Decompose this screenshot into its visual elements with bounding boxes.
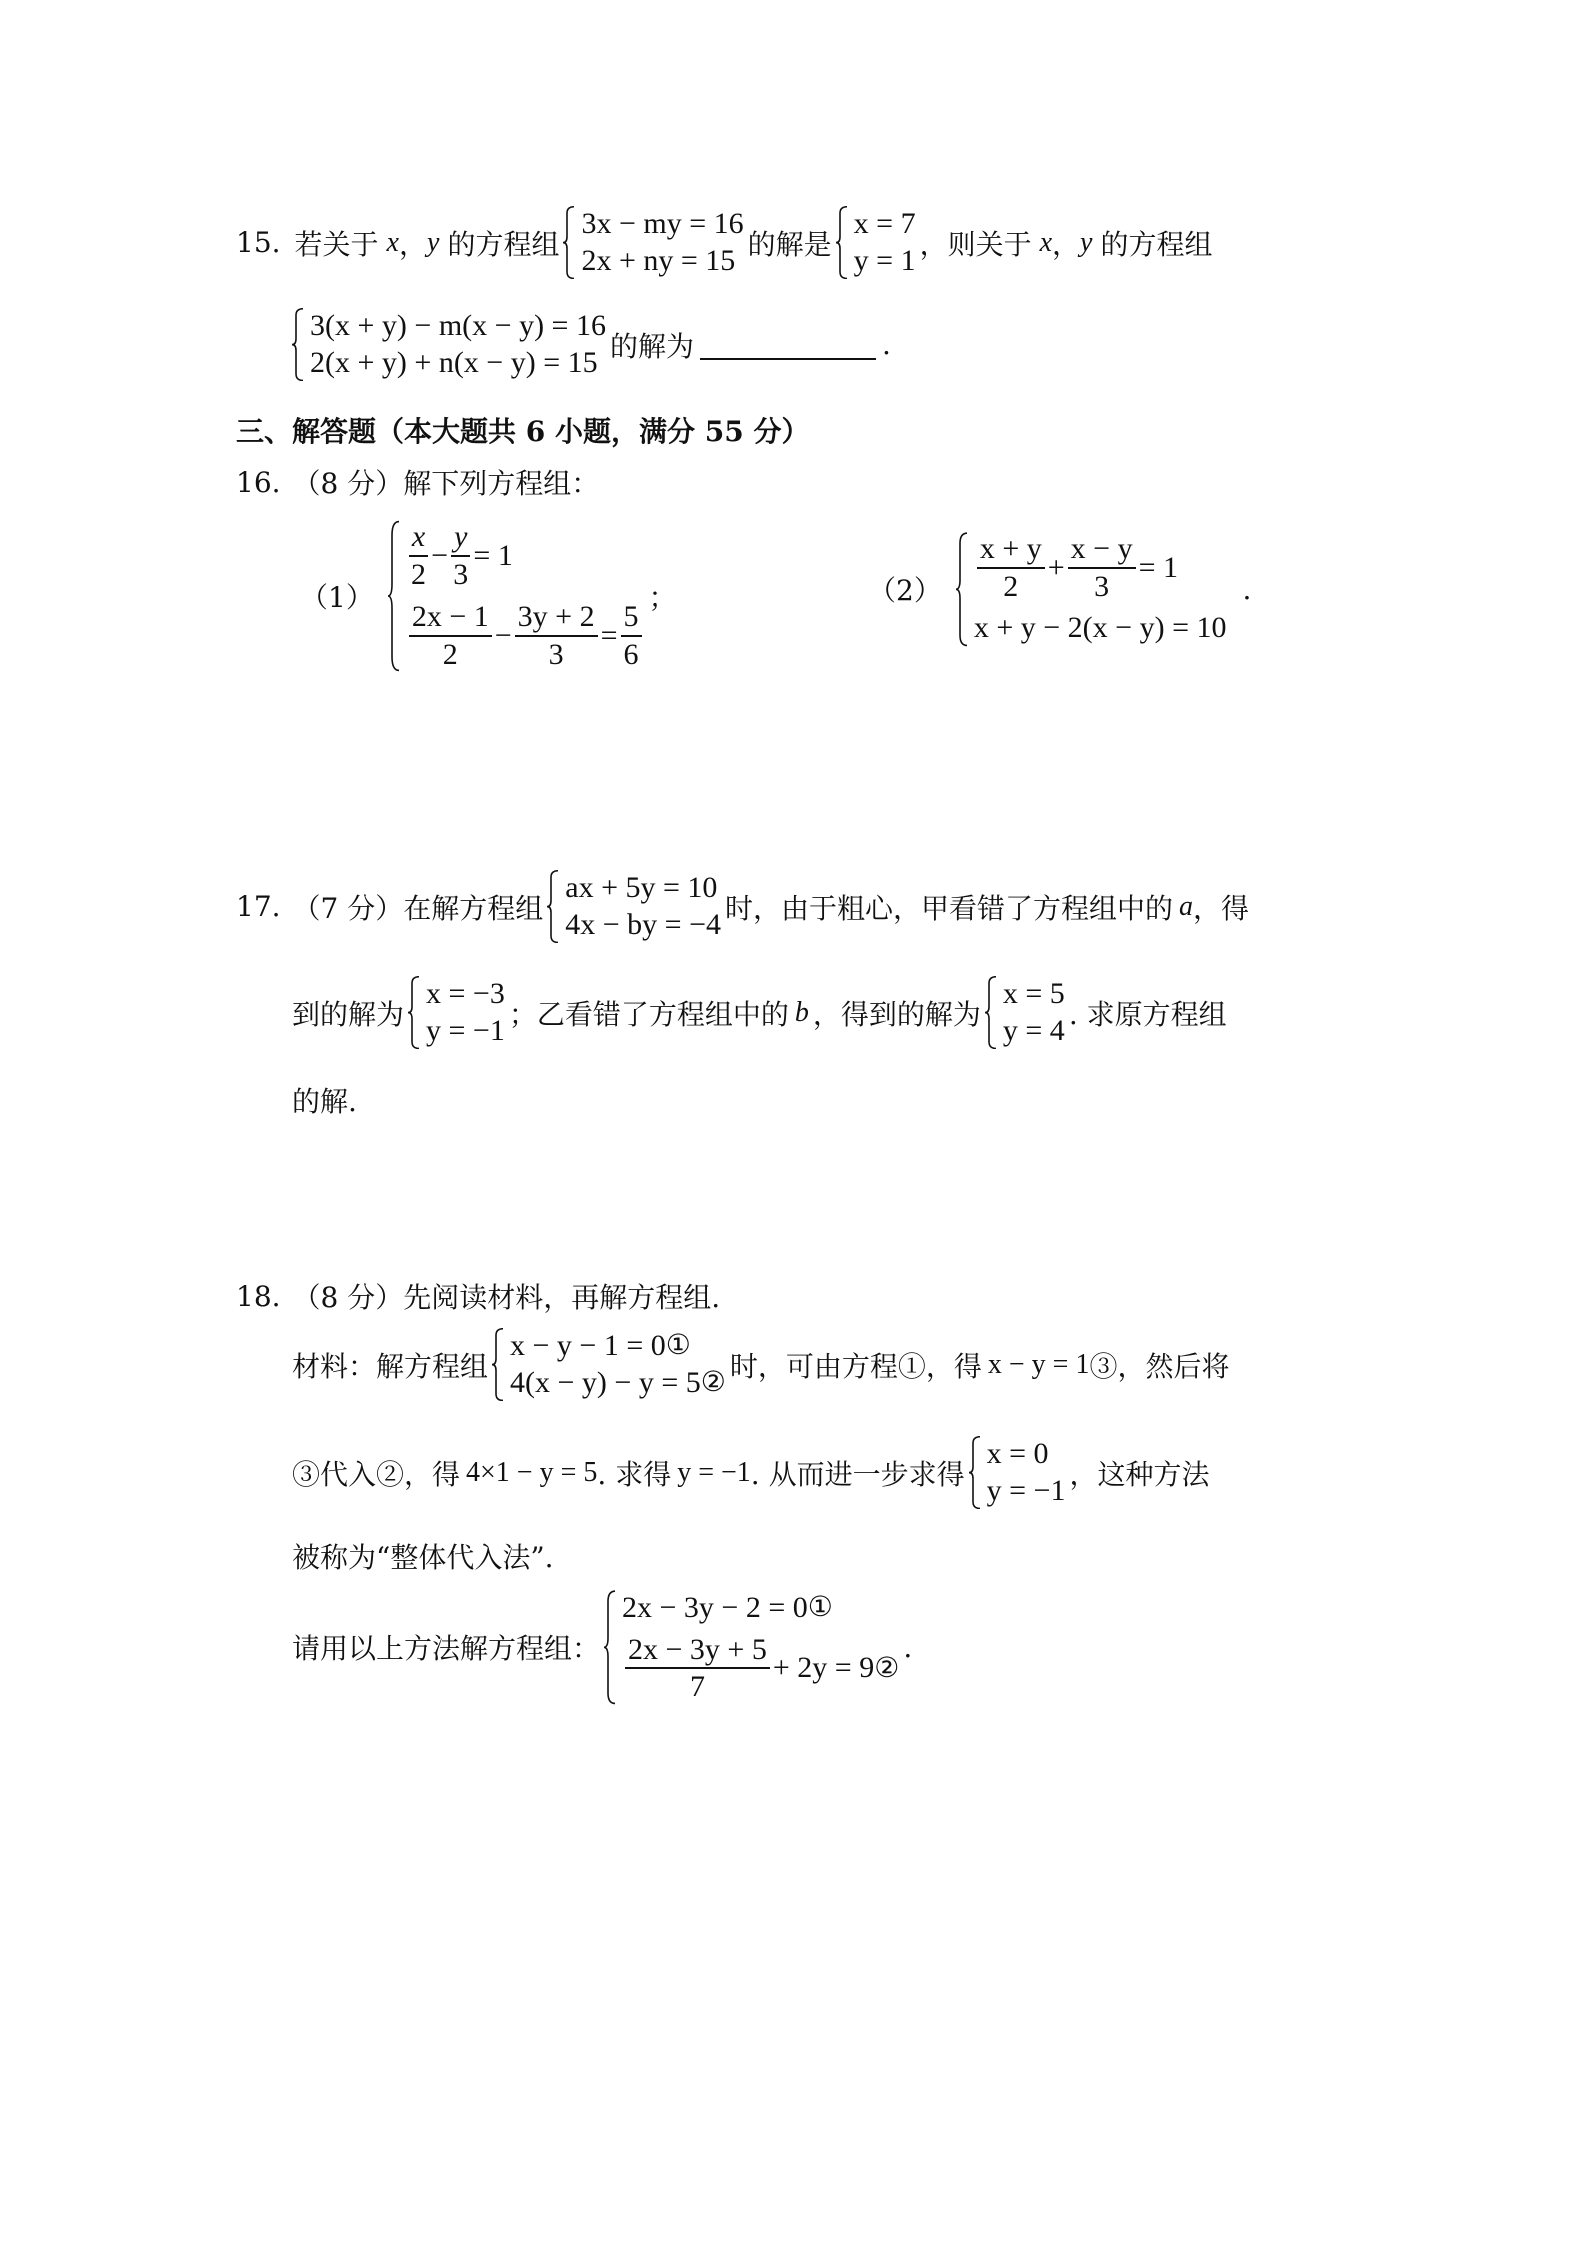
q15-var-x: x (386, 226, 399, 258)
q16-heading (236, 462, 599, 502)
q18-result-row-1: x = 0 (986, 1437, 1049, 1470)
q18-task-label: 请用以上方法解方程组： (292, 1632, 601, 1666)
circled-one: ① (665, 1330, 691, 1362)
q18-text-1: （8 分）先阅读材料，再解方程组. (292, 1281, 721, 1314)
q15-solution (836, 206, 916, 279)
q17-text-5: ；乙看错了方程组中的 (508, 997, 789, 1031)
q16-number: 16. (236, 465, 281, 499)
q18-text-8: 被称为“整体代入法”. (292, 1541, 554, 1574)
q17-var-b: b (794, 996, 809, 1028)
circled-two: ② (700, 1366, 726, 1398)
q15-end: . (882, 328, 891, 362)
q17-system-row-1: ax + 5y = 10 (565, 871, 718, 904)
left-brace-icon (985, 976, 997, 1049)
q16-part-1-system (388, 520, 645, 672)
q15-line-2 (292, 308, 891, 381)
q17-solution-1-row-1: x = −3 (426, 977, 505, 1010)
q16-part-1 (300, 520, 677, 672)
left-brace-icon (492, 1328, 504, 1401)
q17-text-1: （7 分）在解方程组 (292, 891, 544, 925)
q18-text-2: 时，可由方程①，得 (729, 1349, 982, 1383)
q16-part-1-end: ； (648, 581, 677, 614)
q18-eq-3: x − y = 1 (987, 1348, 1090, 1380)
left-brace-icon (408, 976, 420, 1049)
q15-text-3: 的解是 (747, 227, 832, 261)
q18-eq-5: y = −1 (677, 1456, 751, 1488)
q18-heading (236, 1276, 720, 1316)
q15-system-2 (292, 308, 606, 381)
left-brace-icon (604, 1590, 616, 1705)
q17-var-a: a (1179, 890, 1194, 922)
q17-system-row-2: 4x − by = −4 (565, 907, 722, 941)
q16-part-1-label: （1） (300, 581, 374, 614)
q17-solution-2-row-2: y = 4 (1002, 1013, 1065, 1047)
q18-eq-4: 4×1 − y = 5 (466, 1456, 598, 1488)
q17-text-4: 到的解为 (292, 997, 405, 1031)
q17-text-8: 的解. (292, 1085, 357, 1118)
q18-task-line (292, 1590, 912, 1705)
q17-text-3: ，得 (1193, 891, 1250, 925)
q18-text-7: ，这种方法 (1069, 1457, 1210, 1491)
q16-part-2-system (956, 532, 1227, 647)
q18-task-row-2: $\frac{2x - 3y + 5}{7}$ + 2y = 9 ② (622, 1633, 899, 1705)
q17-line-1 (236, 870, 1249, 943)
q16-score: （8 分）解下列方程组： (292, 467, 600, 500)
q18-result-row-2: y = −1 (986, 1473, 1066, 1507)
q15-line-1 (236, 206, 1213, 279)
q17-text-7: . 求原方程组 (1068, 997, 1227, 1031)
q15-system-2-row-1: 3(x + y) − m(x − y) = 16 (310, 309, 606, 342)
q16-part-2-row-2: x + y − 2(x − y) = 10 (973, 611, 1227, 644)
q18-substitution-line (292, 1436, 1209, 1509)
q15-system-1-row-2: 2x + ny = 15 (581, 243, 736, 277)
q18-text-5: . 求得 (597, 1457, 672, 1491)
q18-material-row-2: 4(x − y) − y = 5 ② (510, 1365, 726, 1399)
q18-task-system (604, 1590, 899, 1705)
q15-sep-1: ， (398, 227, 427, 261)
q17-line-2 (292, 976, 1227, 1049)
q18-task-row-1: 2x − 3y − 2 = 0 ① (622, 1591, 833, 1624)
q18-task-end: . (903, 1630, 913, 1664)
q15-text-6: 的解为 (609, 329, 694, 363)
q15-sep-2: ， (1052, 227, 1081, 261)
fraction: $\frac{2x - 1}{2}$ (409, 600, 492, 672)
fraction: $\frac{2x - 3y + 5}{7}$ (625, 1633, 770, 1705)
left-brace-icon (969, 1436, 981, 1509)
q16-part-2-label: （2） (868, 574, 942, 608)
left-brace-icon (547, 870, 559, 943)
q15-text-2: 的方程组 (447, 227, 560, 261)
q15-var-y-2: y (1080, 226, 1093, 258)
q15-answer-blank[interactable] (700, 330, 876, 360)
fraction: $\frac{3y + 2}{3}$ (515, 600, 598, 672)
q17-number: 17. (236, 890, 281, 924)
q16-part-2 (868, 532, 1251, 647)
q18-result (969, 1436, 1066, 1509)
fraction: $\frac{x}{2}$ (409, 520, 428, 592)
q16-part-1-row-2: $\frac{2x - 1}{2}$ − $\frac{3y + 2}{3}$ = $\frac{5}{6}$ (406, 600, 645, 672)
q18-material-row-1: x − y − 1 = 0 ① (510, 1329, 691, 1362)
left-brace-icon (563, 206, 575, 279)
q17-solution-2 (985, 976, 1065, 1049)
q15-system-2-row-2: 2(x + y) + n(x − y) = 15 (310, 345, 598, 379)
q15-text-5: 的方程组 (1100, 227, 1213, 261)
q17-solution-2-row-1: x = 5 (1002, 977, 1065, 1010)
q18-material-line (292, 1328, 1230, 1401)
q15-system-1-row-1: 3x − my = 16 (581, 207, 744, 240)
q17-solution-1-row-2: y = −1 (426, 1013, 505, 1047)
left-brace-icon (836, 206, 848, 279)
q16-part-2-row-1: $\frac{x + y}{2}$ + $\frac{x - y}{3}$ = 1 (974, 532, 1227, 604)
circled-one: ① (807, 1592, 833, 1624)
q15-var-x-2: x (1039, 226, 1053, 258)
q16-part-2-end: . (1242, 572, 1252, 606)
q17-text-2: 时，由于粗心，甲看错了方程组中的 (725, 891, 1174, 925)
q17-text-6: ，得到的解为 (812, 997, 981, 1031)
q15-number: 15. (236, 226, 281, 260)
q15-solution-row-1: x = 7 (853, 207, 916, 240)
q18-text-3: ③，然后将 (1089, 1349, 1230, 1383)
fraction: $\frac{5}{6}$ (621, 600, 642, 672)
left-brace-icon (292, 308, 304, 381)
q15-solution-row-2: y = 1 (853, 243, 916, 277)
section-3-title: 三、解答题（本大题共 6 小题，满分 55 分） (236, 415, 810, 448)
q18-number: 18. (236, 1279, 281, 1313)
q18-material-system (492, 1328, 726, 1401)
q15-system-1 (563, 206, 743, 279)
circled-two: ② (874, 1652, 900, 1684)
fraction: $\frac{y}{3}$ (451, 520, 470, 592)
fraction: $\frac{x + y}{2}$ (977, 532, 1045, 604)
q15-var-y: y (427, 226, 440, 258)
q17-system (547, 870, 721, 943)
q18-text-4: ③代入②，得 (292, 1457, 461, 1491)
q15-text-1: 若关于 (294, 227, 379, 261)
q17-solution-1 (408, 976, 505, 1049)
q16-part-1-row-1: $\frac{x}{2}$ − $\frac{y}{3}$ = 1 (406, 520, 645, 592)
left-brace-icon (388, 520, 400, 672)
fraction: $\frac{x - y}{3}$ (1068, 532, 1136, 604)
q15-text-4: ，则关于 (919, 227, 1032, 261)
q18-material-label: 材料：解方程组 (292, 1349, 489, 1383)
q18-text-6: . 从而进一步求得 (750, 1457, 965, 1491)
left-brace-icon (956, 532, 968, 647)
